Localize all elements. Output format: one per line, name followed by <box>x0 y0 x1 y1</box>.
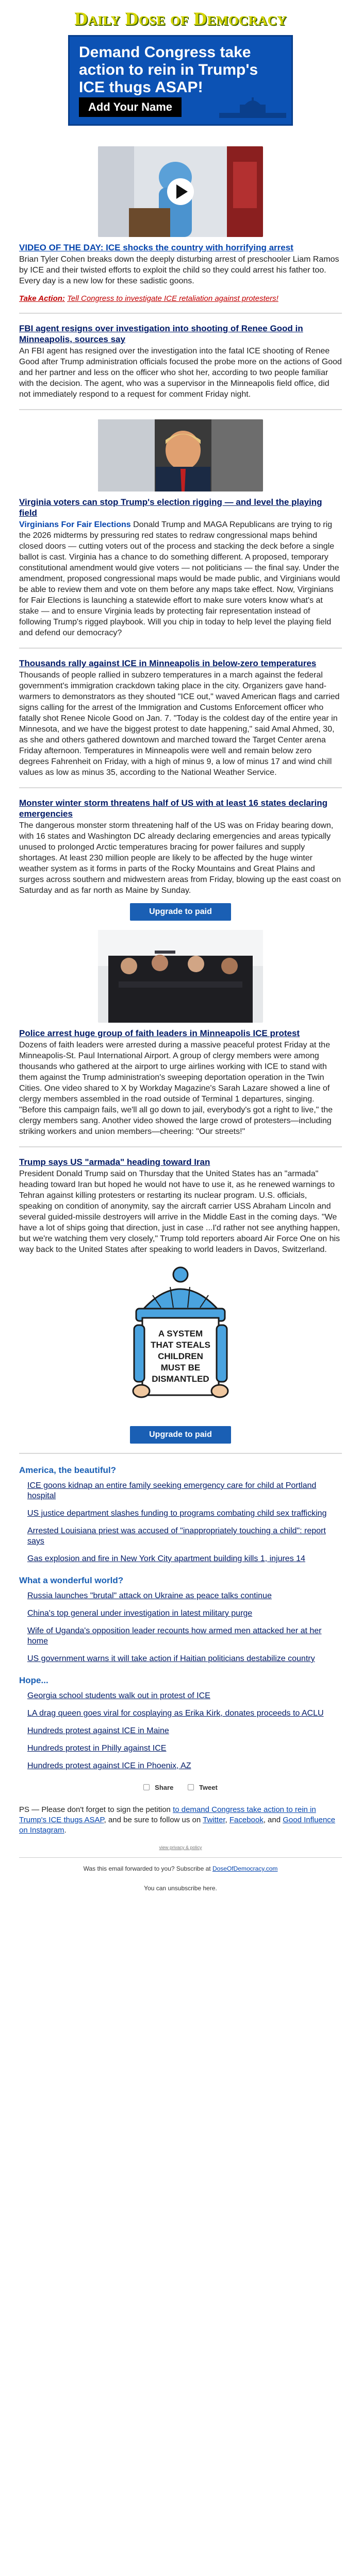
list-link[interactable]: Wife of Uganda's opposition leader recounts how armed men attacked her at her home <box>27 1626 322 1646</box>
virginia-story-link[interactable]: Virginia voters can stop Trump's election rigging — and level the playing field <box>19 497 322 518</box>
beautiful-heading: America, the beautiful? <box>19 1465 116 1475</box>
faith-story-link[interactable]: Police arrest huge group of faith leaders in Minneapolis ICE protest <box>19 1028 300 1038</box>
wonderful-heading: What a wonderful world? <box>19 1575 124 1585</box>
forwarded-line <box>19 1864 342 1873</box>
fbi-story-body: An FBI agent has resigned over the investigation into the fatal ICE shooting of Renee Good after Trump administration officials focused the probe more on the actions of Good and her partner and less on the officer who shot her, according to two people familiar with the decision. The agent, who was a supervisor in the Minneapolis field office, did not immediately respond to a request for comment Friday night. <box>19 347 342 399</box>
list-item <box>27 1726 342 1736</box>
list-link[interactable]: Arrested Louisiana priest was accused of "inappropriately touching a child": report says <box>27 1527 326 1546</box>
list-item <box>27 1608 342 1619</box>
banner-headline: Demand Congress take action to rein in Trump's ICE thugs ASAP! <box>79 44 258 96</box>
faith-protest-photo[interactable] <box>98 930 263 1023</box>
list-item <box>27 1654 342 1664</box>
trump-photo[interactable] <box>98 419 263 492</box>
footer-divider <box>19 1857 342 1858</box>
list-item <box>27 1526 342 1547</box>
capitol-graphic <box>219 97 286 118</box>
svg-text:THAT STEALS: THAT STEALS <box>151 1340 210 1350</box>
armada-story-body: President Donald Trump said on Thursday that the United States has an "armada" heading toward Iran but hoped he would not have to use it, as he renewed warnings to Tehran against killing protesters or restarting its nuclear program. U.S. officials, speaking on condition of anonymity, say the aircraft carrier USS Abraham Lincoln and several guided-missile destroyers will arrive in the Middle East in the coming days. "We have a lot of ships going that direction, just in case ...I'd rather not see anything happen, but we're watching them very closely," Trump told reporters aboard Air Force One on his way back to the United States after speaking to world leaders in Davos, Switzerland. <box>19 1170 340 1254</box>
ps-and: , and <box>263 1816 281 1824</box>
list-link[interactable]: ICE goons kidnap an entire family seeking emergency care for child at Portland hospital <box>27 1481 317 1500</box>
good-influence-link[interactable]: Good Influence on Instagram <box>19 1816 336 1835</box>
video-story-title: ICE shocks the country with horrifying arrest <box>106 243 293 252</box>
list-item <box>27 1691 342 1701</box>
tweet-button[interactable] <box>185 1784 221 1791</box>
ps-comma: , <box>225 1816 227 1824</box>
petition-link[interactable]: to demand Congress take action to rein in Trump's ICE thugs ASAP <box>19 1805 316 1824</box>
video-story-link[interactable] <box>19 242 342 253</box>
svg-text:A SYSTEM: A SYSTEM <box>158 1329 203 1338</box>
hope-list <box>19 1691 342 1771</box>
storm-story-link[interactable]: Monster winter storm threatens half of US with at least 16 states declaring emergencies <box>19 798 327 819</box>
svg-text:DISMANTLED: DISMANTLED <box>152 1374 209 1384</box>
storm-story-body: The dangerous monster storm threatening half of the US was on Friday bearing down, with 16 states and Washington DC already declaring emergencies and areas typically unused to prolonged Arctic temperatures bracing for power failures and supply shortages. At least 230 million people are likely to be affected by the huge winter weather system as it forms in parts of the Rocky Mountains and Great Plains and surges across southern and midwestern areas from Friday, blowing up the east coast on Saturday and as far north as Maine by Sunday. <box>19 821 341 895</box>
petition-banner[interactable] <box>68 35 293 126</box>
upgrade-to-paid-button-2[interactable]: Upgrade to paid <box>130 1426 231 1444</box>
video-thumbnail[interactable] <box>98 146 263 237</box>
divider <box>19 1453 342 1454</box>
share-icon <box>143 1784 150 1790</box>
tweet-icon <box>188 1784 194 1790</box>
forwarded-text: Was this email forwarded to you? Subscribe at <box>83 1865 211 1872</box>
rally-story-link[interactable]: Thousands rally against ICE in Minneapolis in below-zero temperatures <box>19 658 317 668</box>
list-link[interactable]: Russia launches "brutal" attack on Ukraine as peace talks continue <box>27 1591 272 1600</box>
share-button[interactable] <box>140 1784 176 1791</box>
masthead-logo[interactable]: Daily Dose of Democracy <box>74 8 287 29</box>
take-action-link[interactable]: Tell Congress to investigate ICE retaliation against protesters! <box>67 294 278 303</box>
facebook-link[interactable]: Facebook <box>229 1816 264 1824</box>
tweet-label: Tweet <box>199 1784 218 1791</box>
privacy-link[interactable]: view privacy & policy <box>159 1845 202 1850</box>
list-item <box>27 1626 342 1647</box>
divider <box>19 648 342 649</box>
video-label: VIDEO OF THE DAY: <box>19 243 104 252</box>
list-item <box>27 1481 342 1501</box>
share-label: Share <box>155 1784 174 1791</box>
list-item <box>27 1509 342 1519</box>
hope-heading: Hope... <box>19 1675 48 1685</box>
ps-mid: , and be sure to follow us on <box>104 1816 201 1824</box>
list-item <box>27 1761 342 1771</box>
divider <box>19 1146 342 1147</box>
virginia-story-body <box>19 519 342 638</box>
faith-story-body: Dozens of faith leaders were arrested during a massive peaceful protest Friday at the Minneapolis-St. Paul International Airport. A group of clergy members were among thousands who gathered at the airport to urge airlines working with ICE to stand with them against the Trump administration's sweeping deportation operation in the Twin Cities. One video shared to X by Workday Magazine's Sarah Lazare showed a line of clergy members assembled in the road outside of Terminal 1 departures, singing. "Before this campaign fails, we'll all go down to jail, everybody's got a right to live," the clergy members sang. Another video showed the large crowd of protesters—including striking workers and union members—cheering: "Our streets!" <box>19 1041 333 1136</box>
upgrade-to-paid-button[interactable]: Upgrade to paid <box>130 903 231 921</box>
svg-text:CHILDREN: CHILDREN <box>158 1351 203 1361</box>
take-action-row <box>19 294 342 303</box>
ps-end: . <box>64 1826 67 1835</box>
list-item <box>27 1591 342 1601</box>
add-your-name-button[interactable]: Add Your Name <box>79 97 182 117</box>
unsubscribe-link[interactable]: You can unsubscribe here. <box>144 1885 217 1892</box>
wonderful-list <box>19 1591 342 1664</box>
list-link[interactable]: LA drag queen goes viral for cosplaying as Erika Kirk, donates proceeds to ACLU <box>27 1709 324 1718</box>
list-item <box>27 1554 342 1564</box>
list-link[interactable]: Gas explosion and fire in New York City apartment building kills 1, injures 14 <box>27 1554 305 1563</box>
list-link[interactable]: China's top general under investigation in latest military purge <box>27 1609 253 1618</box>
divider <box>19 313 342 314</box>
list-link[interactable]: US justice department slashes funding to programs combating child sex trafficking <box>27 1509 327 1518</box>
divider <box>19 409 342 410</box>
faith-protest-photo-art <box>98 930 263 1023</box>
subscribe-link[interactable]: DoseOfDemocracy.com <box>212 1865 278 1872</box>
list-item <box>27 1708 342 1719</box>
list-link[interactable]: Hundreds protest against ICE in Maine <box>27 1726 169 1735</box>
list-link[interactable]: Hundreds protest in Philly against ICE <box>27 1744 167 1753</box>
email-body <box>19 0 342 1893</box>
virginia-story-text: Donald Trump and MAGA Republicans are trying to rig the 2026 midterms by pressuring red states to redraw congressional maps behind closed doors — cutting voters out of the process and stacking the deck before a single ballot is cast. Virginia has a chance to do something different. A proposed, temporary constitutional amendment would give voters — not politicians — the final say. Under the amendment, proposed congressional maps would be made public, and Virginians would be able to review them and vote on them before any maps take effect. Now, Virginians for Fair Elections is launching a statewide effort to make sure voters know what's at stake — and to ensure Virginia leads by protecting fair representation instead of following Trump's rigged playbook. Will you chip in today to help level the playing field and defend our democracy? <box>19 520 340 637</box>
divider <box>19 787 342 788</box>
share-bar <box>19 1784 342 1791</box>
list-link[interactable]: Georgia school students walk out in protest of ICE <box>27 1691 210 1700</box>
take-action-label: Take Action: <box>19 294 65 303</box>
svg-text:MUST BE: MUST BE <box>160 1363 201 1372</box>
virginia-org-link[interactable]: Virginians For Fair Elections <box>19 520 131 529</box>
beautiful-list <box>19 1481 342 1564</box>
rally-story-body: Thousands of people rallied in subzero temperatures in a march against the federal government's immigration crackdown taking place in the city. Organizers gave hand-warmers to demonstrators as they shouted "ICE out," waved American flags and carried signs calling for the arrest of the Immigration and Customs Enforcement officer who fatally shot Renee Nicole Good on Jan. 7. "Today is the coldest day of the entire year in Minnesota, and we have the biggest protest to date happening," said Amal Ahmed, 30, as she and others gathered downtown and marched toward the Target Center arena Friday afternoon. Temperatures in Minneapolis were well and remain below zero degrees Fahrenheit on Friday, with a high of minus 9, a low of minus 17 and wind chill values as low as minus 35, according to the National Weather Service. <box>19 671 340 777</box>
video-thumbnail-art <box>98 146 263 237</box>
twitter-link[interactable]: Twitter <box>203 1816 225 1824</box>
list-link[interactable]: US government warns it will take action if Haitian politicians destabilize country <box>27 1654 315 1663</box>
fbi-story-link[interactable]: FBI agent resigns over investigation into shooting of Renee Good in Minneapolis, sources say <box>19 324 303 344</box>
list-link[interactable]: Hundreds protest against ICE in Phoenix, AZ <box>27 1761 191 1770</box>
ps-paragraph <box>19 1805 342 1836</box>
list-item <box>27 1743 342 1754</box>
protest-sign-illustration <box>98 1264 263 1419</box>
trump-photo-art <box>98 419 263 492</box>
ps-lead: PS — Please don't forget to sign the petition <box>19 1805 171 1814</box>
protest-sign-art <box>98 1264 263 1419</box>
video-story-body: Brian Tyler Cohen breaks down the deeply disturbing arrest of preschooler Liam Ramos by ICE and their twisted efforts to exploit the child so they could arrest his father too. Every day is a new low for these sadistic goons. <box>19 255 339 285</box>
footer <box>19 1864 342 1893</box>
armada-story-link[interactable]: Trump says US "armada" heading toward Iran <box>19 1157 210 1167</box>
